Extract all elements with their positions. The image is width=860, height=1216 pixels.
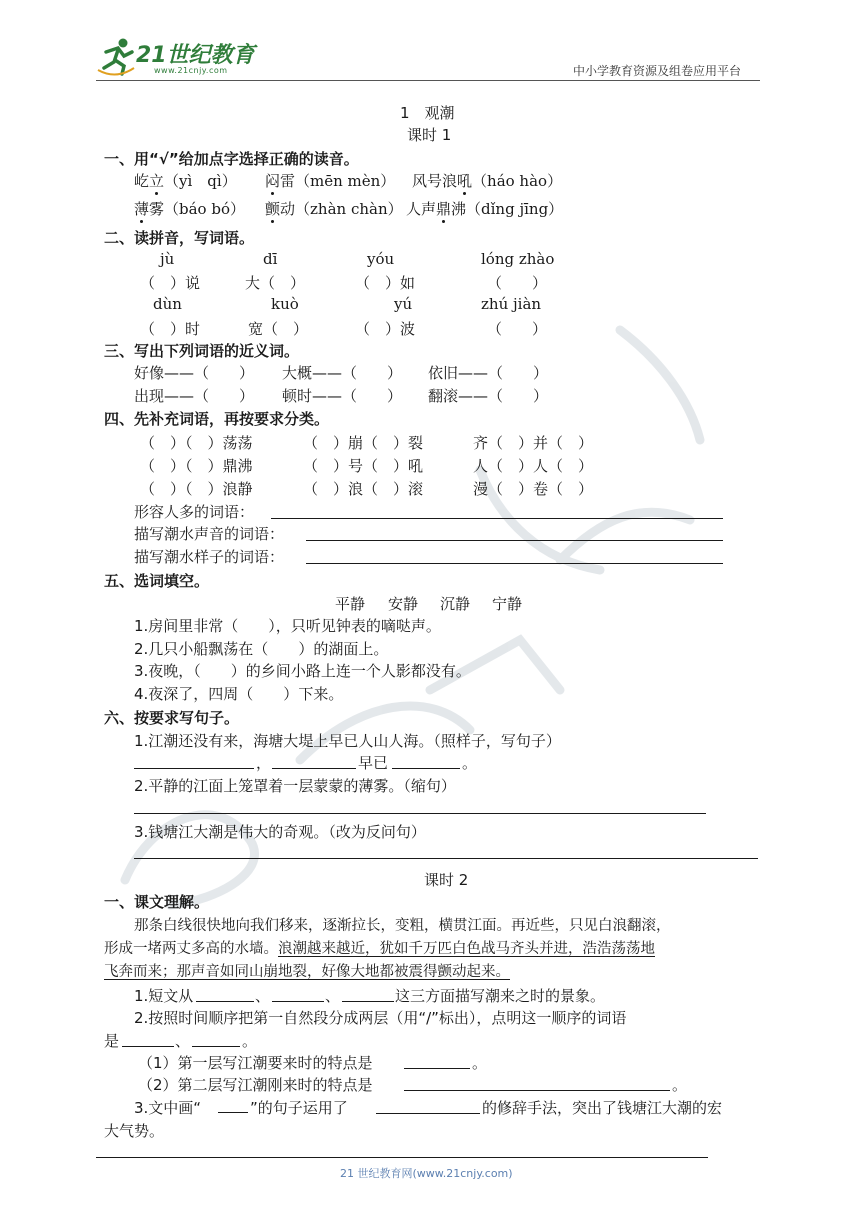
q3-item: 依旧——（ ） [428, 364, 549, 382]
q2-blank: （ ） [487, 320, 548, 338]
q5-heading: 五、选词填空。 [104, 572, 210, 590]
p2-sep: 、 [325, 987, 341, 1005]
pinyin: jù [160, 250, 175, 268]
q4-item: （ ）浪（ ）滚 [303, 480, 424, 498]
underline-sample [218, 1112, 248, 1113]
q1-item: 薄雾（báo bó） [134, 200, 245, 218]
q4-item: 漫（ ）卷（ ） [473, 480, 594, 498]
p2q1-heading: 一、课文理解。 [104, 893, 210, 911]
passage-line: 那条白线很快地向我们移来，逐渐拉长，变粗，横贯江面。再近些，只见白浪翻滚， [134, 918, 671, 934]
q6-word: 早已 [358, 754, 389, 772]
answer-line[interactable] [192, 1046, 240, 1047]
answer-line[interactable] [272, 1001, 324, 1002]
q5-item: 1.房间里非常（ ），只听见钟表的嘀哒声。 [134, 617, 441, 635]
q2-blank: （ ）时 [140, 320, 201, 338]
logo-text: 21世纪教育 [136, 43, 255, 68]
category-label: 描写潮水样子的词语： [134, 548, 285, 566]
q2-blank: （ ）说 [140, 274, 201, 292]
answer-line[interactable] [376, 1113, 480, 1114]
q6-punct: 。 [462, 754, 478, 772]
q3-heading: 三、写出下列词语的近义词。 [104, 342, 300, 360]
word-option: 安静 [388, 595, 419, 613]
site-logo [96, 36, 266, 80]
p2-punct: 。 [672, 1076, 688, 1094]
answer-line[interactable] [306, 540, 723, 541]
pinyin: lóng zhào [481, 250, 555, 268]
pinyin: dùn [153, 295, 182, 313]
q2-blank: （ ） [487, 274, 548, 292]
pinyin: zhú jiàn [481, 295, 542, 313]
pinyin: yú [394, 295, 413, 313]
footer-text: 21 世纪教育网(www.21cnjy.com) [340, 1167, 513, 1180]
answer-line[interactable] [196, 1001, 254, 1002]
q4-heading: 四、先补充词语，再按要求分类。 [104, 410, 330, 428]
answer-line[interactable] [271, 518, 723, 519]
q5-item: 4.夜深了，四周（ ）下来。 [134, 685, 344, 703]
site-slogan: 中小学教育资源及组卷应用平台 [573, 64, 742, 78]
p2-item-3-end: 的修辞手法，突出了钱塘江大潮的宏 [482, 1099, 723, 1117]
q1-item: 颤动（zhàn chàn） [265, 200, 403, 218]
answer-line[interactable] [306, 563, 723, 564]
q2-blank: （ ）波 [355, 320, 416, 338]
p2-item-2-cont: 是 [104, 1032, 120, 1050]
p2-sep: 、 [175, 1032, 191, 1050]
answer-line[interactable] [134, 858, 758, 859]
p2-item-1: 1.短文从 [134, 987, 194, 1005]
p2-sub-2: （2）第二层写江潮刚来时的特点是 [138, 1076, 373, 1094]
section-title-2: 课时 2 [424, 871, 469, 889]
answer-line[interactable] [272, 768, 356, 769]
underlined-sentence: 浪潮越来越近，犹如千万匹白色战马齐头并进，浩浩荡荡地 [278, 941, 655, 957]
answer-line[interactable] [134, 813, 706, 814]
passage-line: 飞奔而来；那声音如同山崩地裂，好像大地都被震得颤动起来。 [104, 964, 510, 980]
q6-item-1: 1.江潮还没有来，海塘大堤上早已人山人海。（照样子，写句子） [134, 732, 561, 750]
footer-rule [96, 1157, 708, 1158]
p2-item-3-mid: ”的句子运用了 [250, 1099, 348, 1117]
q3-item: 出现——（ ） [134, 387, 255, 405]
q4-item: （ ）崩（ ）裂 [303, 434, 424, 452]
q4-item: （ ）号（ ）吼 [303, 457, 424, 475]
p2-sep: 、 [255, 987, 271, 1005]
category-label: 描写潮水声音的词语： [134, 525, 285, 543]
q1-item: 屹立（yì qì） [134, 172, 237, 190]
q1-item: 人声鼎沸（dǐng jīng） [406, 200, 564, 218]
p2-item-2: 2.按照时间顺序把第一自然段分成两层（用“/”标出），点明这一顺序的词语 [134, 1009, 627, 1027]
q2-blank: （ ）如 [355, 274, 416, 292]
section-title-1: 课时 1 [407, 126, 452, 144]
q2-heading: 二、读拼音，写词语。 [104, 229, 255, 247]
pinyin: dī [263, 250, 278, 268]
q5-item: 3.夜晚，（ ）的乡间小路上连一个人影都没有。 [134, 662, 471, 680]
answer-line[interactable] [342, 1001, 394, 1002]
pinyin: yóu [367, 250, 395, 268]
word-option: 宁静 [492, 595, 523, 613]
q1-item: 风号浪吼（háo hào） [412, 172, 563, 190]
answer-line[interactable] [122, 1046, 174, 1047]
p2-item-3-cont: 大气势。 [104, 1122, 165, 1140]
q1-item: 闷雷（mēn mèn） [265, 172, 396, 190]
p2-item-3: 3.文中画“ [134, 1099, 202, 1117]
answer-line[interactable] [134, 768, 254, 769]
p2-item-1-end: 这三方面描写潮来之时的景象。 [395, 987, 606, 1005]
q2-blank: 大（ ） [245, 274, 306, 292]
p2-punct: 。 [472, 1054, 488, 1072]
p2-punct: 。 [242, 1032, 258, 1050]
q3-item: 好像——（ ） [134, 364, 255, 382]
word-option: 沉静 [440, 595, 471, 613]
category-label: 形容人多的词语： [134, 503, 255, 521]
q6-heading: 六、按要求写句子。 [104, 709, 240, 727]
q1-heading: 一、用“√”给加点字选择正确的读音。 [104, 150, 359, 168]
q4-item: （ ）（ ）浪静 [140, 480, 253, 498]
q4-item: （ ）（ ）荡荡 [140, 434, 253, 452]
q3-item: 翻滚——（ ） [428, 387, 549, 405]
q4-item: 人（ ）人（ ） [473, 457, 594, 475]
q6-item-3: 3.钱塘江大潮是伟大的奇观。（改为反问句） [134, 823, 426, 841]
q4-item: （ ）（ ）鼎沸 [140, 457, 253, 475]
runner-logo-icon [96, 36, 136, 76]
q6-punct: ， [256, 754, 272, 772]
answer-line[interactable] [404, 1068, 470, 1069]
answer-line[interactable] [404, 1090, 670, 1091]
word-option: 平静 [335, 595, 366, 613]
q3-item: 大概——（ ） [282, 364, 403, 382]
q5-item: 2.几只小船飘荡在（ ）的湖面上。 [134, 640, 389, 658]
q6-item-2: 2.平静的江面上笼罩着一层蒙蒙的薄雾。（缩句） [134, 777, 456, 795]
q2-blank: 宽（ ） [248, 320, 309, 338]
q4-item: 齐（ ）并（ ） [473, 434, 594, 452]
lesson-title: 1 观潮 [400, 104, 455, 122]
passage-line: 形成一堵两丈多高的水墙。浪潮越来越近，犹如千万匹白色战马齐头并进，浩浩荡荡地 [104, 941, 655, 957]
pinyin: kuò [271, 295, 299, 313]
header-rule [96, 80, 760, 81]
q3-item: 顿时——（ ） [282, 387, 403, 405]
logo-url: www.21cnjy.com [154, 66, 228, 75]
p2-sub-1: （1）第一层写江潮要来时的特点是 [138, 1054, 373, 1072]
answer-line[interactable] [392, 768, 460, 769]
